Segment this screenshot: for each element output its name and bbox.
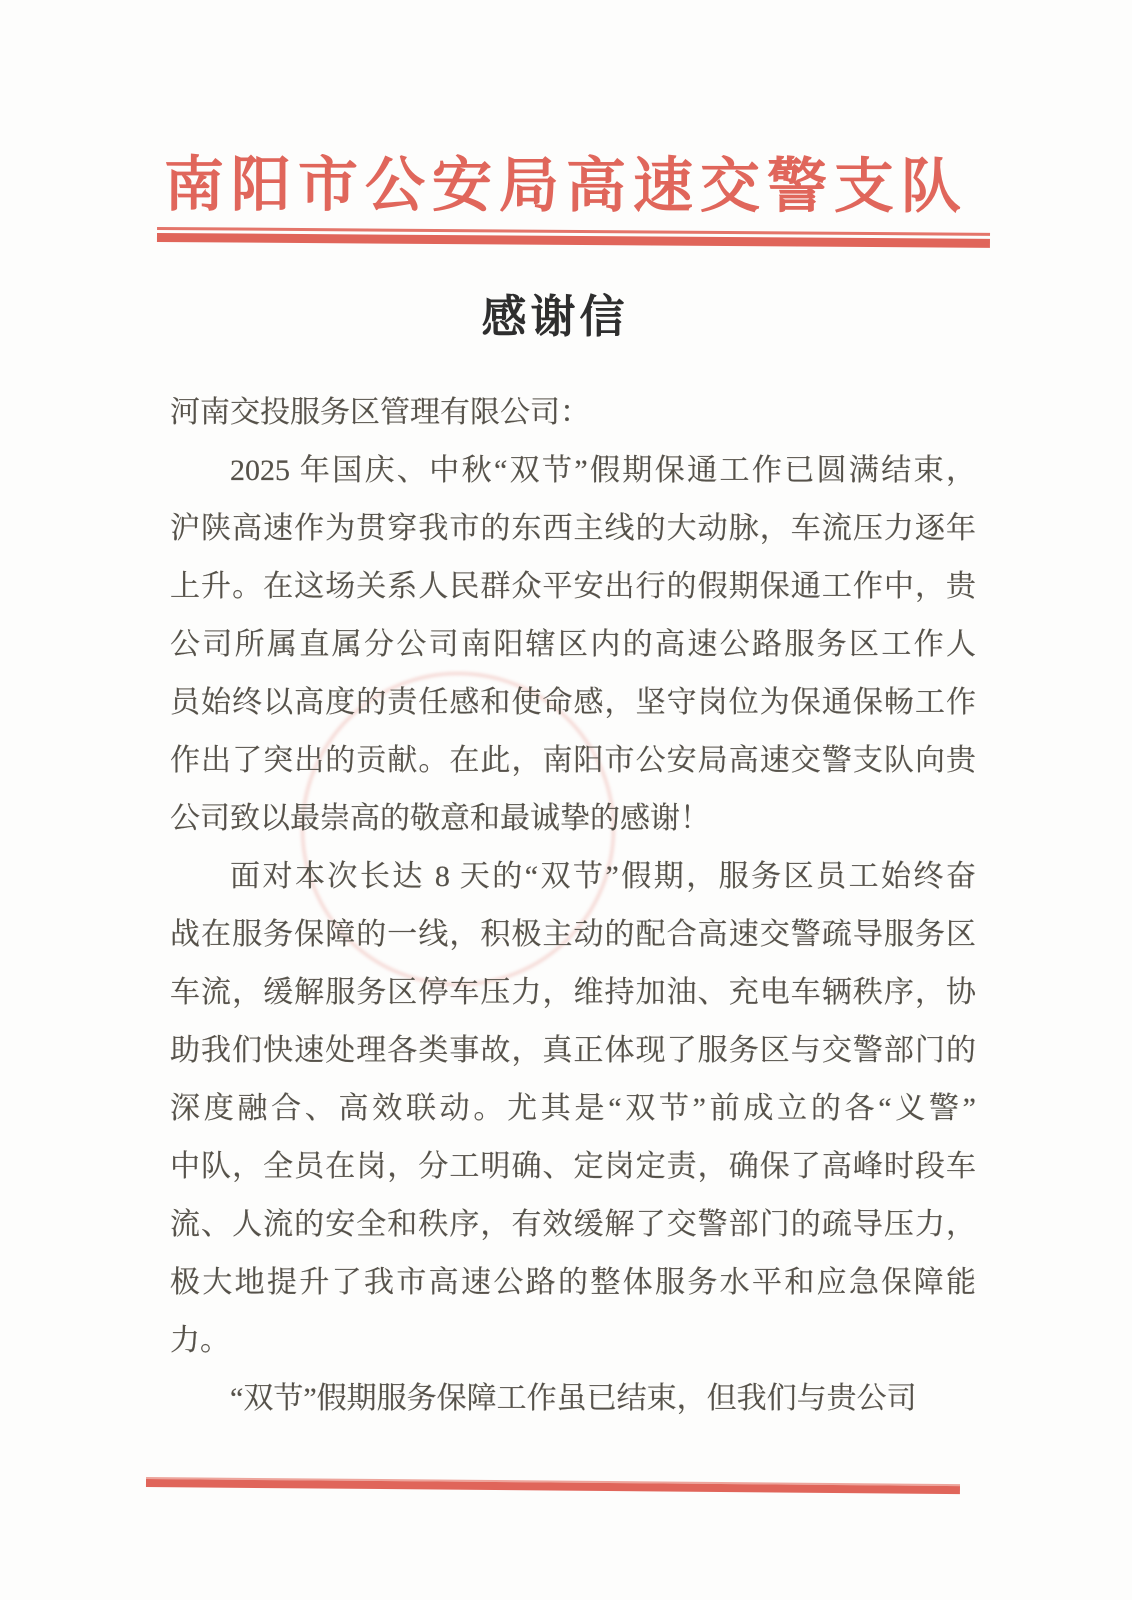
body-line: 作出了突出的贡献。在此，南阳市公安局高速交警支队向贵: [170, 744, 976, 777]
body-line: 员始终以高度的责任感和使命感，坚守岗位为保通保畅工作: [170, 686, 976, 719]
body-line: 上升。在这场关系人民群众平安出行的假期保通工作中，贵: [170, 570, 976, 603]
body-line: 流、人流的安全和秩序，有效缓解了交警部门的疏导压力，: [170, 1208, 976, 1241]
body-line: 公司所属直属分公司南阳辖区内的高速公路服务区工作人: [170, 628, 976, 661]
salutation-line: 河南交投服务区管理有限公司：: [170, 396, 590, 429]
body-line: 战在服务保障的一线，积极主动的配合高速交警疏导服务区: [170, 918, 976, 951]
body-line: 车流，缓解服务区停车压力，维持加油、充电车辆秩序，协: [170, 976, 976, 1009]
body-line: 2025 年国庆、中秋“双节”假期保通工作已圆满结束，: [230, 454, 976, 487]
footer-divider: [146, 1477, 960, 1494]
body-line: 力。: [170, 1324, 230, 1357]
body-line: 中队，全员在岗，分工明确、定岗定责，确保了高峰时段车: [170, 1150, 976, 1183]
body-line: 深度融合、高效联动。尤其是“双节”前成立的各“义警”: [170, 1092, 976, 1125]
body-line: 公司致以最崇高的敬意和最诚挚的感谢！: [170, 802, 710, 835]
letterhead-title: 南阳市公安局高速交警支队: [163, 151, 969, 221]
body-line: 极大地提升了我市高速公路的整体服务水平和应急保障能: [170, 1266, 976, 1299]
body-line: 面对本次长达 8 天的“双节”假期，服务区员工始终奋: [230, 860, 976, 893]
body-line: 助我们快速处理各类事故，真正体现了服务区与交警部门的: [170, 1034, 976, 1067]
body-line: “双节”假期服务保障工作虽已结束，但我们与贵公司: [230, 1382, 917, 1415]
document-title: 感谢信: [481, 292, 629, 342]
body-line: 沪陕高速作为贯穿我市的东西主线的大动脉，车流压力逐年: [170, 512, 976, 545]
letterhead-divider: [157, 227, 990, 248]
letter-body: [170, 384, 976, 1428]
